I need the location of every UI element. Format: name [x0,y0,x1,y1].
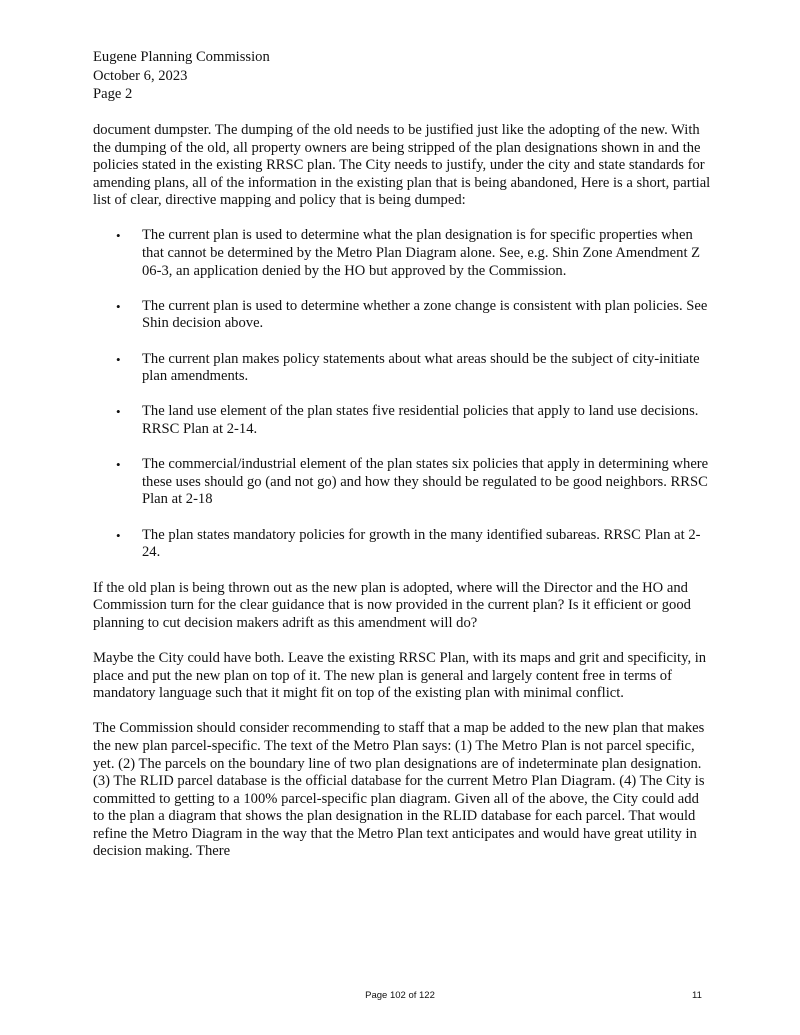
list-item [93,298,713,333]
list-item-text: The current plan is used to determine what the plan designation is for specific properties when that cannot be determined by the Metro Plan Diagram alone. See, e.g. Shin Zone Amendment Z 06-3, an application denied by the HO but approved by the Commission. [142,227,701,279]
bullet-icon: • [116,527,121,543]
guidance-question-paragraph: If the old plan is being thrown out as the new plan is adopted, where will the Director and the HO and Commission turn for the clear guidance that is now provided in the current plan? Is it efficient or good planning to cut decision makers adrift as this amendment will do? [93,579,691,631]
list-item-text: The commercial/industrial element of the plan states six policies that apply in determining where these uses should go (and not go) and how they should be regulated to be good neighbors. RRSC Plan at 2-18 [142,456,709,508]
keep-both-paragraph: Maybe the City could have both. Leave the existing RRSC Plan, with its maps and grit and specificity, in place and put the new plan on top of it. The new plan is general and largely content free in terms of mandatory language such that it might fit on top of the existing plan with minimal conflict. [93,650,707,702]
page-counter: Page 102 of 122 [365,990,435,1001]
list-item-text: The land use element of the plan states five residential policies that apply to land use decisions. RRSC Plan at 2-14. [142,403,699,437]
bullet-icon: • [116,228,121,244]
parcel-map-paragraph: The Commission should consider recommending to staff that a map be added to the new plan that makes the new plan parcel-specific. The text of the Metro Plan says: (1) The Metro Plan is not parcel specific, yet. (2) The parcels on the boundary line of two plan designations are of indeterminate plan designation. (3) The RLID parcel database is the official database for the current Metro Plan Diagram. (4) The City is committed to getting to a 100% parcel-specific plan diagram. Given all of the above, the City could add to the plan a diagram that shows the plan designation in the RLID database for each parcel. That would refine the Metro Diagram in the way that the Metro Plan text anticipates and would have great utility in decision making. There [93,720,705,860]
page-number: 11 [692,990,702,1001]
list-item [93,456,713,509]
list-item [93,351,713,386]
list-item-text: The current plan is used to determine whether a zone change is consistent with plan policies. See Shin decision above. [142,297,708,332]
bullet-icon: • [116,351,121,367]
bullet-icon: • [116,457,121,473]
header-recipient: Eugene Planning Commission [93,49,270,65]
bullet-icon: • [116,298,121,314]
list-item-text: The plan states mandatory policies for growth in the many identified subareas. RRSC Plan at 2-24. [142,526,701,561]
bullet-icon: • [116,404,121,420]
list-item [93,227,713,280]
letter-header [93,48,270,104]
header-page-label: Page 2 [93,86,133,102]
header-date: October 6, 2023 [93,67,188,84]
intro-paragraph: document dumpster. The dumping of the old needs to be justified just like the adopting of the new. With the dumping of the old, all property owners are being stripped of the plan designations shown in and the policies stated in the existing RRSC plan. The City needs to justify, under the city and state standards for amending plans, all of the information in the existing plan that is being abandoned, Here is a short, partial list of clear, directive mapping and policy that is being dumped: [93,122,711,209]
list-item [93,527,713,562]
list-item-text: The current plan makes policy statements about what areas should be the subject of city-initiate plan amendments. [142,350,700,385]
dumped-policy-list [93,227,713,561]
list-item [93,403,713,438]
letter-body [93,122,713,879]
